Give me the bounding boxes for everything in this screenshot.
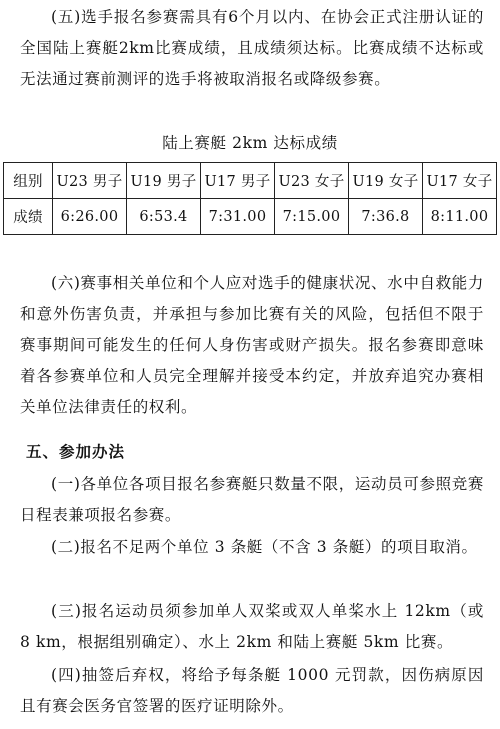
list-item: (二)报名不足两个单位 3 条艇（不含 3 条艇）的项目取消。 <box>51 538 478 556</box>
list-item: (四)抽签后弃权，将给予每条艇 1000 元罚款，因伤病原因且有赛会医务官签署的医疗证明除外。 <box>20 666 484 715</box>
table-header-cell: U17 男子 <box>201 163 275 199</box>
table-cell: 7:36.8 <box>349 199 423 235</box>
list-item: (三)报名运动员须参加单人双桨或双人单桨水上 12km（或 8 km，根据组别确定）、水上 2km 和陆上赛艇 5km 比赛。 <box>20 602 484 651</box>
table-cell: 6:26.00 <box>53 199 127 235</box>
table-header-row <box>4 163 497 199</box>
table-cell: 7:15.00 <box>275 199 349 235</box>
table-header-cell: U23 男子 <box>53 163 127 199</box>
list-item: (一)各单位各项目报名参赛艇只数量不限，运动员可参照竞赛日程表兼项报名参赛。 <box>20 475 484 524</box>
table-header-cell: U19 女子 <box>349 163 423 199</box>
table-header-cell: U17 女子 <box>423 163 497 199</box>
paragraph-entry-requirements: (五)选手报名参赛需具有6个月以内、在协会正式注册认证的全国陆上赛艇2km比赛成绩，且成绩须达标。比赛成绩不达标或无法通过赛前测评的选手将被取消报名或降级参赛。 <box>20 8 484 88</box>
table-header-cell: U23 女子 <box>275 163 349 199</box>
paragraph-liability: (六)赛事相关单位和个人应对选手的健康状况、水中自救能力和意外伤害负责，并承担与参加比赛有关的风险，包括但不限于赛事期间可能发生的任何人身伤害或财产损失。报名参赛即意味着各参赛单位和人员完全理解并接受本约定，并放弃追究办赛相关单位法律责任的权利。 <box>20 274 484 416</box>
table-header-cell: U19 男子 <box>127 163 201 199</box>
table-title: 陆上赛艇 2km 达标成绩 <box>162 134 338 152</box>
table-row <box>4 199 497 235</box>
section-heading: 五、参加办法 <box>26 443 126 461</box>
table-cell: 7:31.00 <box>201 199 275 235</box>
standards-table <box>3 162 497 235</box>
table-header-label: 组别 <box>4 163 53 199</box>
table-row-label: 成绩 <box>4 199 53 235</box>
table-cell: 8:11.00 <box>423 199 497 235</box>
table-cell: 6:53.4 <box>127 199 201 235</box>
